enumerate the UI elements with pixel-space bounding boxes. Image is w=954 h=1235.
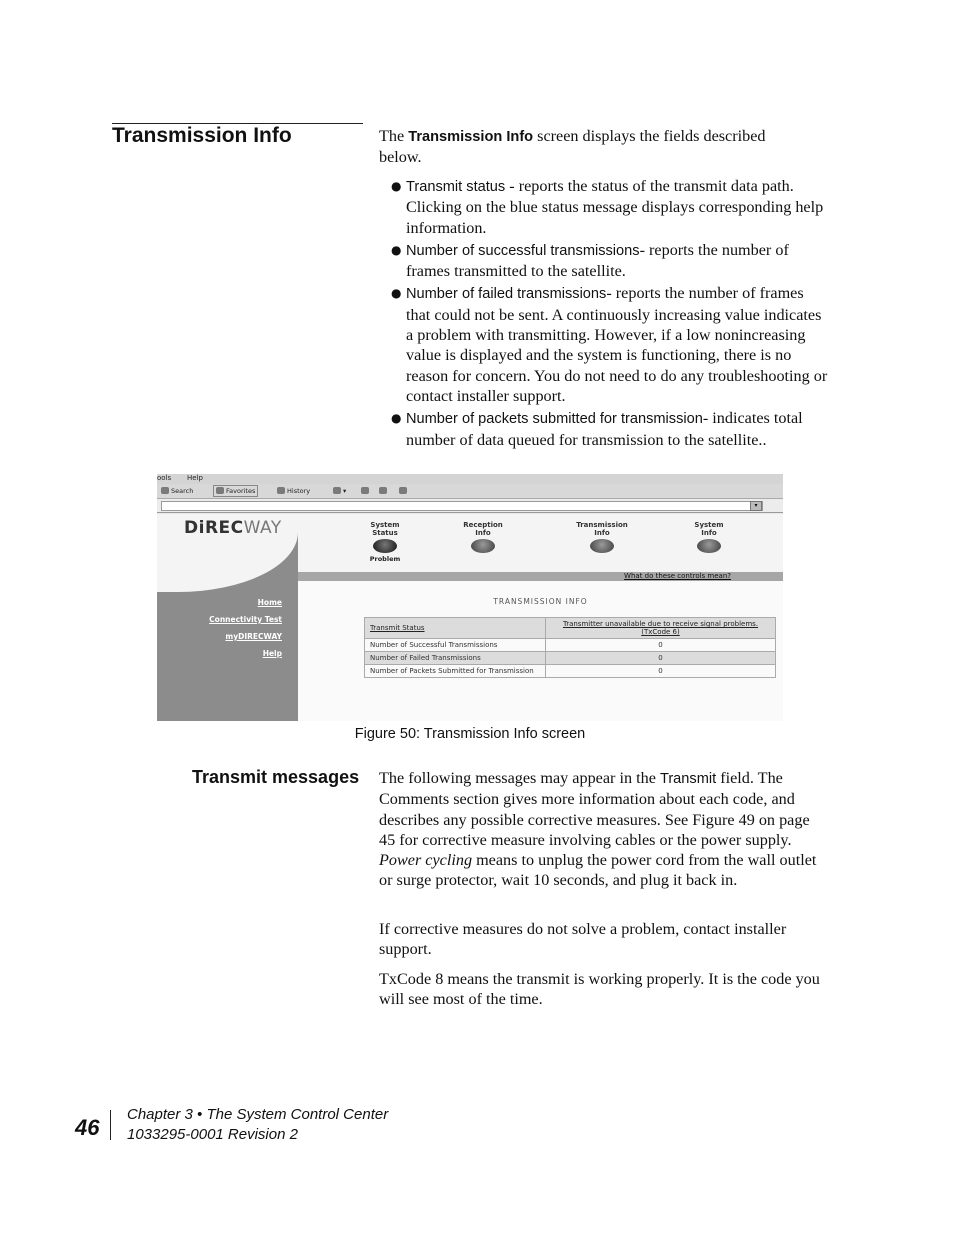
nav-label-line1: Transmission	[576, 521, 628, 529]
transmit-status-link[interactable]: Transmit Status	[370, 624, 425, 632]
direcway-logo	[184, 518, 282, 538]
figure-caption: Figure 50: Transmission Info screen	[354, 726, 586, 742]
intro-ui-term: Transmission Info	[408, 129, 534, 145]
sidebar-link-home[interactable]: Home	[257, 598, 282, 607]
menu-help[interactable]: Help	[187, 474, 203, 482]
transmit-messages-paragraph-2	[379, 919, 825, 960]
paragraph-text: field. The Comments section gives more information about each code, and describes any possible corrective measures. See Figure 49 on page 45 for corrective measure involving cables or the power supply.	[379, 769, 810, 849]
bullet-term: Number of successful transmissions	[406, 242, 640, 259]
mail-button[interactable]: ▾	[333, 486, 346, 496]
intro-text-start: The	[379, 127, 409, 145]
paragraph-emphasis: Power cycling	[379, 851, 473, 870]
controls-help-bar	[298, 572, 783, 581]
transmission-info-screenshot	[157, 474, 783, 721]
intro-text-end: screen displays the fields described below.	[379, 127, 766, 167]
edit-button[interactable]	[379, 486, 389, 496]
system-info-button-icon[interactable]	[697, 539, 721, 553]
nav-label-line2: Info	[594, 529, 610, 537]
row-value: 0	[546, 665, 776, 678]
list-item	[379, 408, 831, 450]
print-button[interactable]	[361, 486, 371, 496]
nav-label-line1: System	[694, 521, 724, 529]
page-number: 46	[75, 1115, 100, 1140]
table-row	[365, 639, 776, 652]
chevron-down-icon[interactable]: ▾	[750, 501, 762, 511]
row-label: Number of Successful Transmissions	[365, 639, 546, 652]
row-value: 0	[546, 652, 776, 665]
bullet-icon: ●	[391, 179, 402, 193]
nav-label-line2: Info	[701, 529, 717, 537]
logo-text-way: WAY	[243, 518, 282, 538]
sidebar	[157, 532, 298, 721]
mail-icon	[333, 487, 341, 494]
table-row	[365, 665, 776, 678]
table-row	[365, 652, 776, 665]
transmit-messages-paragraph-3	[379, 969, 825, 1010]
favorites-label: Favorites	[226, 487, 256, 495]
history-label: History	[287, 487, 311, 495]
paragraph-text: means to unplug the power cord from the wall outlet or surge protector, wait 10 seconds, and plug it back in.	[379, 851, 817, 890]
row-label: Number of Failed Transmissions	[365, 652, 546, 665]
section-heading-transmission-info: Transmission Info	[112, 124, 292, 147]
bullet-icon: ●	[391, 286, 402, 301]
bullet-text: - reports the number of frames that could not be sent. A continuously increasing value indicates a problem with transmitting. However, if a low nonincreasing value is displayed and the system is functioning, there is no reason for concern. You do not need to do any troubleshooting or contact installer support.	[406, 284, 828, 405]
search-icon	[161, 487, 169, 494]
discuss-button[interactable]	[399, 486, 409, 496]
history-icon	[277, 487, 285, 494]
row-value: 0	[546, 639, 776, 652]
discuss-icon	[399, 487, 407, 494]
menu-tools[interactable]: ools	[157, 474, 172, 482]
bullet-text: - reports the status of the transmit data path. Clicking on the blue status message displays corresponding help information.	[406, 177, 824, 237]
controls-help-link[interactable]: What do these controls mean?	[624, 572, 731, 580]
search-label: Search	[171, 487, 194, 495]
intro-paragraph	[379, 126, 809, 168]
paragraph-ui-term: Transmit	[659, 771, 717, 787]
edit-icon	[379, 487, 387, 494]
content-panel	[298, 581, 783, 721]
nav-system-status[interactable]	[357, 521, 413, 563]
bullet-text: - reports the number of frames transmitted to the satellite.	[406, 240, 789, 281]
paragraph-text: The following messages may appear in the	[379, 769, 660, 787]
browser-toolbar	[157, 484, 783, 499]
bullet-icon: ●	[391, 242, 402, 257]
row-value	[546, 618, 776, 639]
bullet-term: Number of packets submitted for transmission	[406, 411, 703, 428]
table-row	[365, 618, 776, 639]
footer-document-id: 1033295-0001 Revision 2	[127, 1126, 298, 1143]
list-item	[379, 283, 831, 406]
address-input[interactable]	[161, 501, 763, 511]
content-title: TRANSMISSION INFO	[493, 597, 588, 606]
sidebar-link-mydirecway[interactable]: myDIRECWAY	[225, 632, 282, 641]
bullet-term: Number of failed transmissions	[406, 286, 607, 303]
nav-transmission-info[interactable]	[567, 521, 637, 553]
nav-status-note: Problem	[369, 555, 401, 563]
sidebar-curve	[157, 532, 298, 592]
nav-system-info[interactable]	[681, 521, 737, 553]
transmit-status-message-link[interactable]: Transmitter unavailable due to receive signal problems. (TxCode 6)	[562, 620, 759, 636]
browser-menu-bar	[157, 474, 783, 484]
favorites-icon	[216, 487, 224, 494]
search-button[interactable]	[161, 486, 193, 496]
nav-label-line1: System	[370, 521, 400, 529]
bullet-term: Transmit status	[406, 179, 506, 195]
history-button[interactable]	[277, 486, 310, 496]
nav-label-line2: Status	[372, 529, 398, 537]
footer-divider	[110, 1110, 111, 1140]
transmission-info-table	[364, 617, 776, 678]
bullet-text: - indicates total number of data queued for transmission to the satellite..	[406, 409, 803, 449]
logo-text-main: DiREC	[184, 518, 244, 538]
list-item	[379, 176, 831, 238]
field-description-list	[379, 176, 831, 452]
nav-label-line1: Reception	[463, 521, 503, 529]
bullet-icon: ●	[391, 411, 402, 426]
paragraph-text: If corrective measures do not solve a problem, contact installer support.	[379, 920, 787, 959]
section-heading-transmit-messages: Transmit messages	[192, 767, 360, 787]
print-icon	[361, 487, 369, 494]
status-button-icon[interactable]	[373, 539, 397, 553]
sidebar-link-connectivity-test[interactable]: Connectivity Test	[209, 615, 282, 624]
row-label: Number of Packets Submitted for Transmission	[365, 665, 546, 678]
sidebar-link-help[interactable]: Help	[262, 649, 282, 658]
favorites-button[interactable]	[213, 485, 258, 497]
row-label	[365, 618, 546, 639]
reception-button-icon[interactable]	[471, 539, 495, 553]
list-item	[379, 240, 831, 282]
address-bar	[157, 499, 783, 513]
transmit-messages-paragraph-1	[379, 768, 825, 891]
nav-reception-info[interactable]	[453, 521, 513, 553]
web-page	[157, 514, 783, 721]
nav-label-line2: Info	[475, 529, 491, 537]
footer-chapter: Chapter 3 • The System Control Center	[127, 1106, 389, 1123]
transmission-button-icon[interactable]	[590, 539, 614, 553]
paragraph-text: TxCode 8 means the transmit is working properly. It is the code you will see most of the time.	[379, 970, 820, 1009]
